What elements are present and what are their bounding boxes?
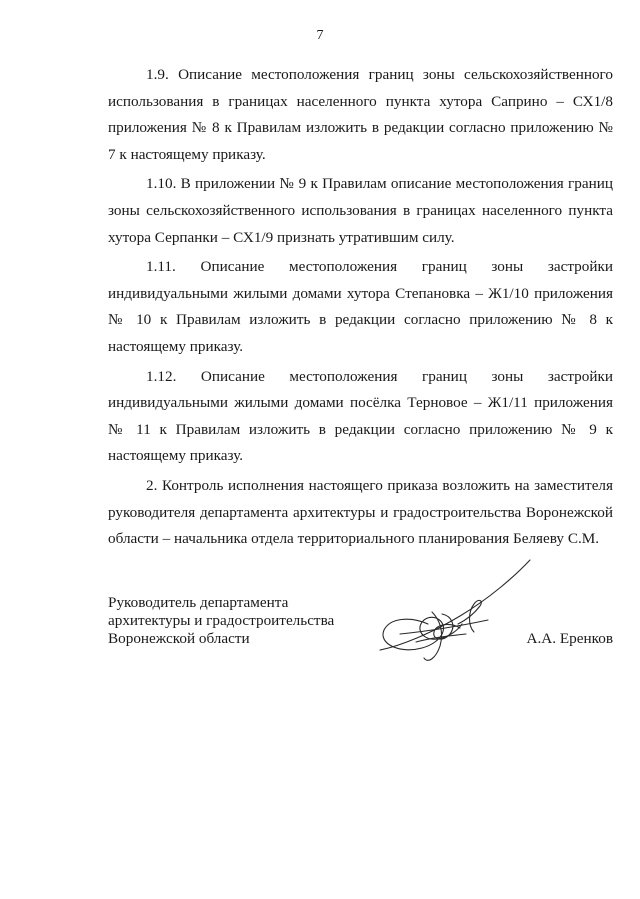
signature-block [108,594,613,694]
paragraph-1-9: 1.9. Описание местоположения границ зоны сельскохозяйственного использования в границах населенного пункта хутора Саприно – СХ1/8 приложения № 8 к Правилам изложить в редакции согласно приложению № 7 к настоящему приказу. [108,66,613,163]
page-number: 7 [316,28,324,43]
position-line-2: архитектуры и градостроительства [108,612,335,629]
handwritten-signature [370,554,540,674]
paragraph-1-12: 1.12. Описание местоположения границ зоны застройки индивидуальными жилыми домами посёлка Терновое – Ж1/11 приложения № 11 к Правилам изложить в редакции согласно приложению № 9 к настоящему приказу. [108,367,613,465]
document-body [108,62,613,556]
signatory-name: А.А. Еренков [526,630,613,647]
paragraph-1-11: 1.11. Описание местоположения границ зоны застройки индивидуальными жилыми домами хутора Степановка – Ж1/10 приложения № 10 к Правилам изложить в редакции согласно приложению № 8 к настоящему приказу. [108,258,613,355]
paragraph-1-10: 1.10. В приложении № 9 к Правилам описание местоположения границ зоны сельскохозяйственного использования в границах населенного пункта хутора Серпанки – СХ1/9 признать утратившим силу. [108,175,613,246]
position-line-1: Руководитель департамента [108,594,289,611]
signatory-position [108,594,334,648]
paragraph-2: 2. Контроль исполнения настоящего приказа возложить на заместителя руководителя департамента архитектуры и градостроительства Воронежской области – начальника отдела территориального планирования Беляеву С.М. [108,476,613,548]
position-line-3: Воронежской области [108,630,250,647]
